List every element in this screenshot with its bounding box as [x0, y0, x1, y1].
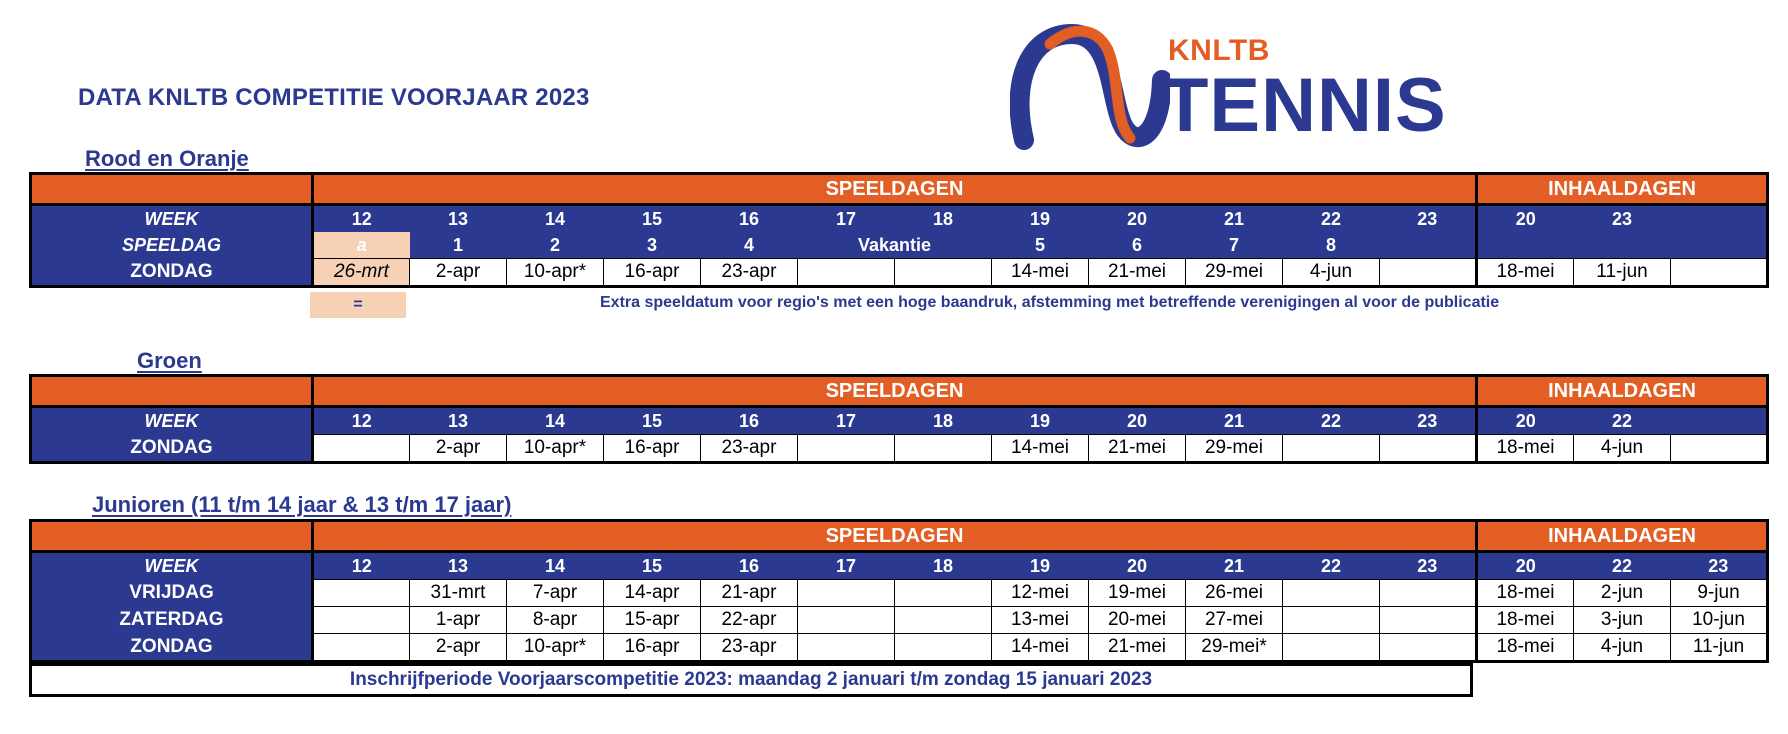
header-row — [31, 376, 1768, 407]
inhaal-date-cell: 18-mei — [1477, 259, 1574, 287]
date-cell: 16-apr — [604, 259, 701, 287]
date-cell — [895, 580, 992, 607]
speeldag-cell: 6 — [1089, 232, 1186, 259]
date-cell: 21-mei — [1089, 435, 1186, 463]
date-cell — [1380, 259, 1477, 287]
section-title-groen: Groen — [137, 348, 202, 373]
week-cell: 21 — [1186, 205, 1283, 233]
week-row — [31, 407, 1768, 435]
inhaal-week-cell — [1671, 407, 1768, 435]
zaterdag-row — [31, 607, 1768, 634]
inhaal-date-cell: 11-jun — [1671, 634, 1768, 662]
logo-knltb-text: KNLTB — [1168, 34, 1270, 67]
section-title-rood-oranje: Rood en Oranje — [85, 146, 249, 171]
speeldag-cell: 7 — [1186, 232, 1283, 259]
vakantie-cell: Vakantie — [798, 232, 992, 259]
speeldag-cell: 2 — [507, 232, 604, 259]
date-cell: 1-apr — [410, 607, 507, 634]
date-cell — [1380, 580, 1477, 607]
header-speeldagen: SPEELDAGEN — [313, 521, 1477, 552]
date-cell: 29-mei* — [1186, 634, 1283, 662]
date-cell: 16-apr — [604, 435, 701, 463]
date-cell — [1380, 435, 1477, 463]
date-cell — [895, 607, 992, 634]
week-cell: 18 — [895, 407, 992, 435]
date-cell — [313, 435, 410, 463]
inhaal-date-cell: 2-jun — [1574, 580, 1671, 607]
inhaal-date-cell: 18-mei — [1477, 634, 1574, 662]
date-cell — [313, 580, 410, 607]
date-cell — [798, 580, 895, 607]
date-cell: 23-apr — [701, 259, 798, 287]
date-cell: 21-apr — [701, 580, 798, 607]
week-cell: 15 — [604, 407, 701, 435]
date-cell: 14-mei — [992, 634, 1089, 662]
header-blank — [31, 376, 313, 407]
date-cell: 15-apr — [604, 607, 701, 634]
date-cell — [1283, 580, 1380, 607]
week-cell: 23 — [1380, 407, 1477, 435]
date-cell: 8-apr — [507, 607, 604, 634]
inhaal-date-cell — [1671, 435, 1768, 463]
week-cell: 19 — [992, 205, 1089, 233]
week-cell: 12 — [313, 205, 410, 233]
date-cell: 21-mei — [1089, 634, 1186, 662]
inhaal-date-cell: 18-mei — [1477, 580, 1574, 607]
inhaal-date-cell: 4-jun — [1574, 435, 1671, 463]
date-cell: 2-apr — [410, 634, 507, 662]
week-cell: 14 — [507, 205, 604, 233]
zaterdag-label: ZATERDAG — [31, 607, 313, 634]
inhaal-date-cell: 18-mei — [1477, 607, 1574, 634]
date-cell — [1380, 607, 1477, 634]
page-title: DATA KNLTB COMPETITIE VOORJAAR 2023 — [78, 84, 590, 111]
week-cell: 21 — [1186, 407, 1283, 435]
week-label: WEEK — [31, 205, 313, 233]
week-cell: 17 — [798, 205, 895, 233]
week-row — [31, 205, 1768, 233]
speeldag-row — [31, 232, 1768, 259]
speeldag-cell: 4 — [701, 232, 798, 259]
header-inhaaldagen: INHAALDAGEN — [1477, 174, 1768, 205]
week-cell: 22 — [1283, 205, 1380, 233]
date-cell: 29-mei — [1186, 259, 1283, 287]
inhaal-date-cell: 3-jun — [1574, 607, 1671, 634]
date-cell: 16-apr — [604, 634, 701, 662]
date-cell: 19-mei — [1089, 580, 1186, 607]
week-cell: 16 — [701, 552, 798, 580]
week-cell: 13 — [410, 205, 507, 233]
date-cell: 12-mei — [992, 580, 1089, 607]
header-row — [31, 521, 1768, 552]
week-cell: 18 — [895, 205, 992, 233]
header-blank — [31, 174, 313, 205]
junioren-table — [29, 519, 1769, 663]
inhaal-date-cell: 4-jun — [1574, 634, 1671, 662]
week-cell: 16 — [701, 407, 798, 435]
registration-period-note: Inschrijfperiode Voorjaarscompetitie 2023: maandag 2 januari t/m zondag 15 januari 2023 — [29, 663, 1473, 697]
date-cell: 10-apr* — [507, 634, 604, 662]
inhaal-date-cell: 10-jun — [1671, 607, 1768, 634]
date-cell: 23-apr — [701, 634, 798, 662]
date-cell — [798, 259, 895, 287]
inhaal-date-cell: 9-jun — [1671, 580, 1768, 607]
zondag-label: ZONDAG — [31, 259, 313, 287]
week-cell: 22 — [1283, 552, 1380, 580]
date-cell — [895, 435, 992, 463]
inhaal-date-cell: 18-mei — [1477, 435, 1574, 463]
date-cell: 14-mei — [992, 435, 1089, 463]
inhaal-week-cell: 20 — [1477, 552, 1574, 580]
week-cell: 13 — [410, 552, 507, 580]
header-speeldagen: SPEELDAGEN — [313, 174, 1477, 205]
tennis-wave-icon — [1010, 20, 1170, 164]
week-cell: 14 — [507, 407, 604, 435]
week-cell: 17 — [798, 407, 895, 435]
rood-oranje-table — [29, 172, 1769, 288]
week-cell: 21 — [1186, 552, 1283, 580]
date-cell: 20-mei — [1089, 607, 1186, 634]
zondag-label: ZONDAG — [31, 435, 313, 463]
date-cell: 26-mei — [1186, 580, 1283, 607]
week-label: WEEK — [31, 552, 313, 580]
date-cell: 27-mei — [1186, 607, 1283, 634]
legend-swatch: = — [310, 292, 406, 318]
date-cell-extra: 26-mrt — [313, 259, 410, 287]
week-row — [31, 552, 1768, 580]
speeldag-cell: 5 — [992, 232, 1089, 259]
header-inhaaldagen: INHAALDAGEN — [1477, 376, 1768, 407]
logo-tennis-text: TENNIS — [1162, 63, 1447, 148]
date-cell: 23-apr — [701, 435, 798, 463]
week-cell: 20 — [1089, 407, 1186, 435]
date-cell: 7-apr — [507, 580, 604, 607]
date-cell — [798, 435, 895, 463]
inhaal-week-cell — [1671, 205, 1768, 233]
week-cell: 23 — [1380, 552, 1477, 580]
week-cell: 19 — [992, 552, 1089, 580]
date-cell — [895, 259, 992, 287]
week-cell: 23 — [1380, 205, 1477, 233]
inhaal-speeldag-cell — [1477, 232, 1574, 259]
inhaal-week-cell: 23 — [1671, 552, 1768, 580]
date-cell: 2-apr — [410, 435, 507, 463]
knltb-tennis-logo — [1010, 20, 1447, 164]
zondag-row — [31, 259, 1768, 287]
speeldag-cell — [1380, 232, 1477, 259]
week-cell: 18 — [895, 552, 992, 580]
date-cell: 22-apr — [701, 607, 798, 634]
date-cell — [1283, 634, 1380, 662]
week-cell: 15 — [604, 552, 701, 580]
date-cell: 21-mei — [1089, 259, 1186, 287]
date-cell — [798, 634, 895, 662]
inhaal-week-cell: 22 — [1574, 552, 1671, 580]
week-cell: 12 — [313, 407, 410, 435]
vrijdag-row — [31, 580, 1768, 607]
header-row — [31, 174, 1768, 205]
inhaal-week-cell: 20 — [1477, 205, 1574, 233]
week-cell: 20 — [1089, 552, 1186, 580]
date-cell — [1283, 435, 1380, 463]
date-cell — [1283, 607, 1380, 634]
date-cell: 14-apr — [604, 580, 701, 607]
date-cell: 29-mei — [1186, 435, 1283, 463]
date-cell — [313, 634, 410, 662]
week-cell: 15 — [604, 205, 701, 233]
zondag-row — [31, 634, 1768, 662]
inhaal-date-cell — [1671, 259, 1768, 287]
date-cell — [313, 607, 410, 634]
inhaal-speeldag-cell — [1671, 232, 1768, 259]
week-cell: 20 — [1089, 205, 1186, 233]
week-cell: 17 — [798, 552, 895, 580]
inhaal-week-cell: 23 — [1574, 205, 1671, 233]
inhaal-week-cell: 20 — [1477, 407, 1574, 435]
zondag-label: ZONDAG — [31, 634, 313, 662]
date-cell — [895, 634, 992, 662]
date-cell: 31-mrt — [410, 580, 507, 607]
header-inhaaldagen: INHAALDAGEN — [1477, 521, 1768, 552]
week-cell: 22 — [1283, 407, 1380, 435]
week-cell: 14 — [507, 552, 604, 580]
week-label: WEEK — [31, 407, 313, 435]
week-cell: 16 — [701, 205, 798, 233]
groen-table — [29, 374, 1769, 464]
header-blank — [31, 521, 313, 552]
date-cell: 4-jun — [1283, 259, 1380, 287]
speeldag-cell: 8 — [1283, 232, 1380, 259]
week-cell: 12 — [313, 552, 410, 580]
date-cell — [798, 607, 895, 634]
date-cell: 10-apr* — [507, 259, 604, 287]
inhaal-date-cell: 11-jun — [1574, 259, 1671, 287]
legend-text: Extra speeldatum voor regio's met een hoge baandruk, afstemming met betreffende verenigingen al voor de publicatie — [600, 294, 1500, 311]
speeldag-cell-extra: a — [313, 232, 410, 259]
date-cell: 2-apr — [410, 259, 507, 287]
zondag-row — [31, 435, 1768, 463]
inhaal-week-cell: 22 — [1574, 407, 1671, 435]
date-cell: 13-mei — [992, 607, 1089, 634]
date-cell: 14-mei — [992, 259, 1089, 287]
week-cell: 13 — [410, 407, 507, 435]
speeldag-label: SPEELDAG — [31, 232, 313, 259]
week-cell: 19 — [992, 407, 1089, 435]
date-cell: 10-apr* — [507, 435, 604, 463]
date-cell — [1380, 634, 1477, 662]
speeldag-cell: 1 — [410, 232, 507, 259]
section-title-junioren: Junioren (11 t/m 14 jaar & 13 t/m 17 jaar) — [92, 492, 512, 517]
speeldag-cell: 3 — [604, 232, 701, 259]
inhaal-speeldag-cell — [1574, 232, 1671, 259]
header-speeldagen: SPEELDAGEN — [313, 376, 1477, 407]
vrijdag-label: VRIJDAG — [31, 580, 313, 607]
